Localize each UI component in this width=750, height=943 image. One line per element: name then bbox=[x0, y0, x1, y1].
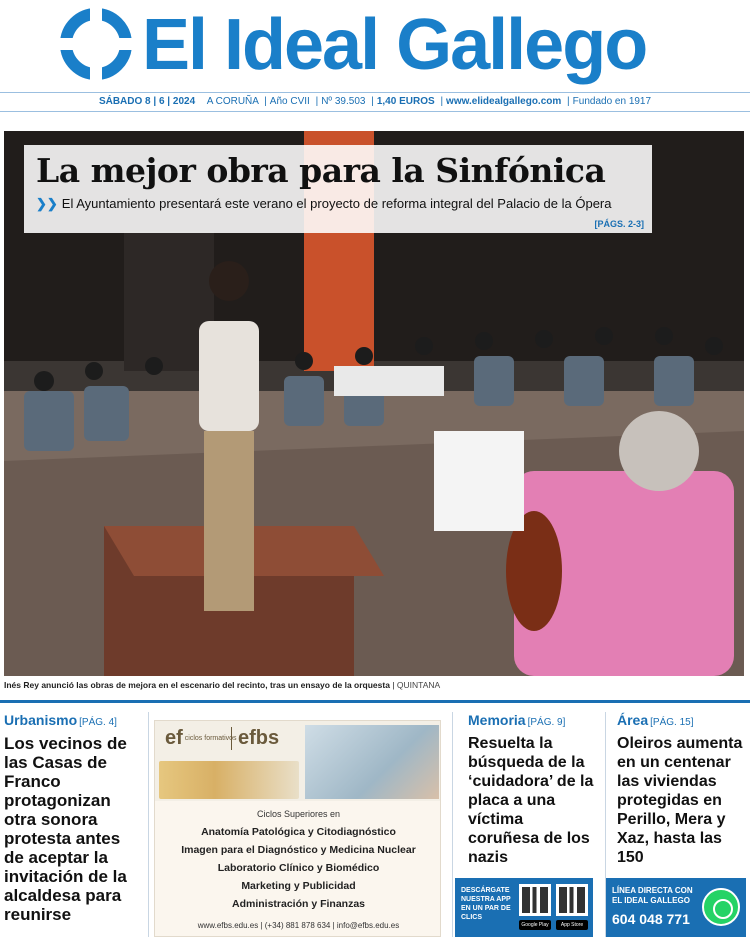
story-headline[interactable]: Resuelta la búsqueda de la ‘cuidadora’ de la placa a una víctima coruñesa de los nazis bbox=[468, 735, 594, 866]
lead-pages-ref: [PÁGS. 2-3] bbox=[594, 219, 644, 229]
ad-logo-ef: ef ciclos formativos bbox=[165, 727, 237, 749]
masthead bbox=[0, 0, 750, 92]
google-play-badge[interactable]: Google Play bbox=[519, 920, 551, 930]
column-divider bbox=[452, 712, 453, 937]
newspaper-title: El Ideal Gallego bbox=[142, 5, 647, 85]
story-headline[interactable]: Oleiros aumenta en un centenar las viviendas protegidas en Perillo, Mera y Xaz, hasta las 150 bbox=[617, 735, 743, 866]
qr-code-icon bbox=[519, 884, 551, 916]
app-promo-text: DESCÁRGATE NUESTRA APP EN UN PAR DE CLICS bbox=[461, 887, 511, 921]
issue-city: A CORUÑA bbox=[206, 96, 259, 107]
story-area[interactable] bbox=[617, 712, 747, 867]
whatsapp-icon[interactable] bbox=[702, 888, 740, 926]
whatsapp-promo[interactable] bbox=[606, 878, 746, 937]
story-headline[interactable]: Los vecinos de las Casas de Franco protagonizan otra sonora protesta antes de aceptar la invitación de la alcaldesa para reunirse bbox=[4, 734, 127, 924]
site-url[interactable]: www.elidealgallego.com bbox=[446, 96, 562, 107]
qr-code-icon bbox=[556, 884, 588, 916]
section-label: Urbanismo [PÁG. 4] bbox=[4, 712, 117, 728]
ad-courses bbox=[155, 809, 441, 913]
ad-intro: Ciclos Superiores en bbox=[256, 809, 341, 819]
caption-text: Inés Rey anunció las obras de mejora en el escenario del recinto, tras un ensayo de la orquesta bbox=[4, 680, 390, 690]
ad-course: Marketing y Publicidad bbox=[241, 880, 356, 892]
section-divider bbox=[0, 700, 750, 703]
dateline: SÁBADO 8 | 6 | 2024 A CORUÑA | Año CVII | Nº 39.503 | 1,40 EUROS | www.elidealgallego.com | Fundado en 1917 bbox=[0, 92, 750, 112]
app-download-promo[interactable] bbox=[455, 878, 593, 937]
story-urbanismo[interactable] bbox=[4, 712, 144, 924]
ad-logo-efbs: efbs bbox=[231, 727, 279, 750]
section-label: Memoria [PÁG. 9] bbox=[468, 712, 566, 728]
headline-panel bbox=[24, 145, 652, 233]
efbs-advertisement[interactable] bbox=[154, 720, 441, 937]
double-arrow-icon: ❯❯ bbox=[36, 196, 58, 211]
app-store-badge[interactable]: App Store bbox=[556, 920, 588, 930]
lead-deck bbox=[36, 196, 640, 212]
ad-student-image bbox=[305, 725, 439, 799]
ad-contact: www.efbs.edu.es | (+34) 881 878 634 | info@efbs.edu.es bbox=[197, 921, 400, 930]
circle-cross-logo-icon bbox=[60, 8, 132, 80]
photo-caption: Inés Rey anunció las obras de mejora en el escenario del recinto, tras un ensayo de la orquesta | QUINTANA bbox=[4, 680, 441, 690]
founded-note: Fundado en 1917 bbox=[572, 96, 652, 107]
ad-course: Anatomía Patológica y Citodiagnóstico bbox=[201, 826, 396, 838]
phone-number[interactable]: 604 048 771 bbox=[612, 911, 690, 927]
photo-credit: QUINTANA bbox=[396, 680, 441, 690]
ad-banner bbox=[155, 721, 441, 801]
ad-lab-image bbox=[159, 761, 299, 799]
lead-deck-text: El Ayuntamiento presentará este verano el proyecto de reforma integral del Palacio de la Ópera bbox=[61, 196, 612, 211]
issue-number: Nº 39.503 bbox=[321, 96, 366, 107]
lead-headline[interactable]: La mejor obra para la Sinfónica bbox=[36, 151, 606, 190]
phone-label: LÍNEA DIRECTA CON EL IDEAL GALLEGO bbox=[612, 886, 693, 905]
ad-course: Imagen para el Diagnóstico y Medicina Nuclear bbox=[181, 844, 416, 856]
section-label: Área [PÁG. 15] bbox=[617, 712, 694, 728]
lead-photo bbox=[4, 131, 744, 676]
ad-course: Administración y Finanzas bbox=[231, 898, 366, 910]
issue-year: Año CVII bbox=[269, 96, 310, 107]
story-memoria[interactable] bbox=[468, 712, 598, 867]
issue-price: 1,40 EUROS bbox=[376, 96, 435, 107]
issue-date: SÁBADO 8 | 6 | 2024 bbox=[98, 96, 196, 107]
column-divider bbox=[148, 712, 149, 937]
ad-course: Laboratorio Clínico y Biomédico bbox=[217, 862, 380, 874]
